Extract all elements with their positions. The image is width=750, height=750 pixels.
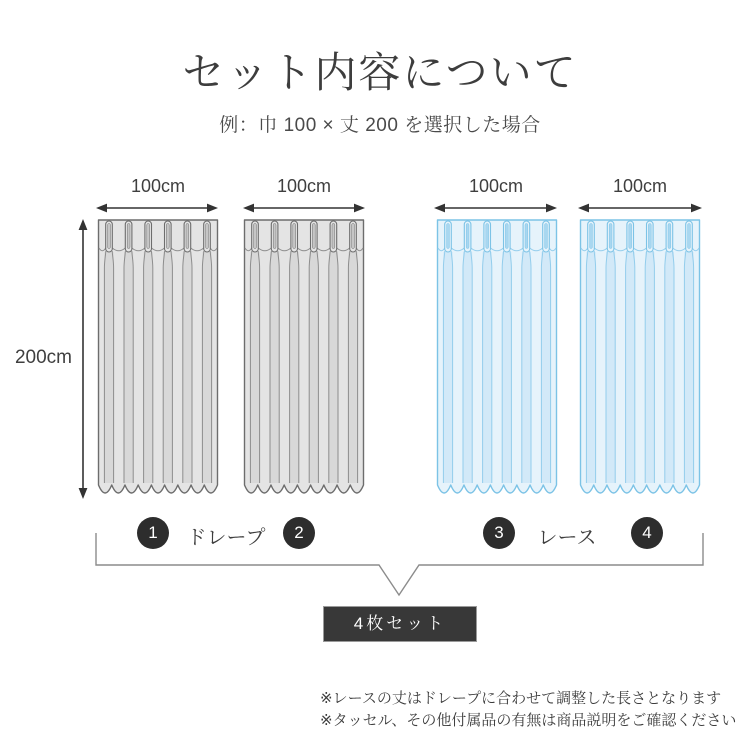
page-title: セット内容について [182, 49, 578, 96]
lace-curtain-2 [579, 218, 701, 500]
item-badge-2: 2 [283, 517, 315, 549]
width-arrow-icon [577, 201, 703, 213]
item-badge-1: 1 [137, 517, 169, 549]
item-badge-3: 3 [483, 517, 515, 549]
height-label: 200cm [14, 347, 72, 368]
set-count-label: 4枚セット [353, 614, 447, 633]
drape-curtain-2 [243, 218, 365, 500]
footnote-1: ※レースの丈はドレープに合わせて調整した長さとなります [320, 690, 722, 707]
set-count-box [323, 606, 477, 642]
page-subtitle: 例：巾 100 × 丈 200 を選択した場合 [219, 115, 541, 136]
lace-group-label: レース [537, 527, 597, 549]
width-label-4: 100cm [612, 176, 668, 196]
drape-curtain-1 [97, 218, 219, 500]
footnote-2: ※タッセル、その他付属品の有無は商品説明をご確認ください [320, 711, 737, 729]
footnotes [320, 688, 750, 731]
width-arrow-icon [95, 201, 219, 213]
width-arrow-icon [242, 201, 366, 213]
height-arrow-icon [77, 218, 89, 500]
drape-group-label: ドレープ [186, 527, 266, 549]
width-label-3: 100cm [468, 176, 524, 196]
width-arrow-icon [433, 201, 558, 213]
width-label-2: 100cm [276, 176, 332, 196]
width-label-1: 100cm [130, 176, 186, 196]
lace-curtain-1 [436, 218, 558, 500]
item-badge-4: 4 [631, 517, 663, 549]
group-bracket [95, 531, 704, 598]
